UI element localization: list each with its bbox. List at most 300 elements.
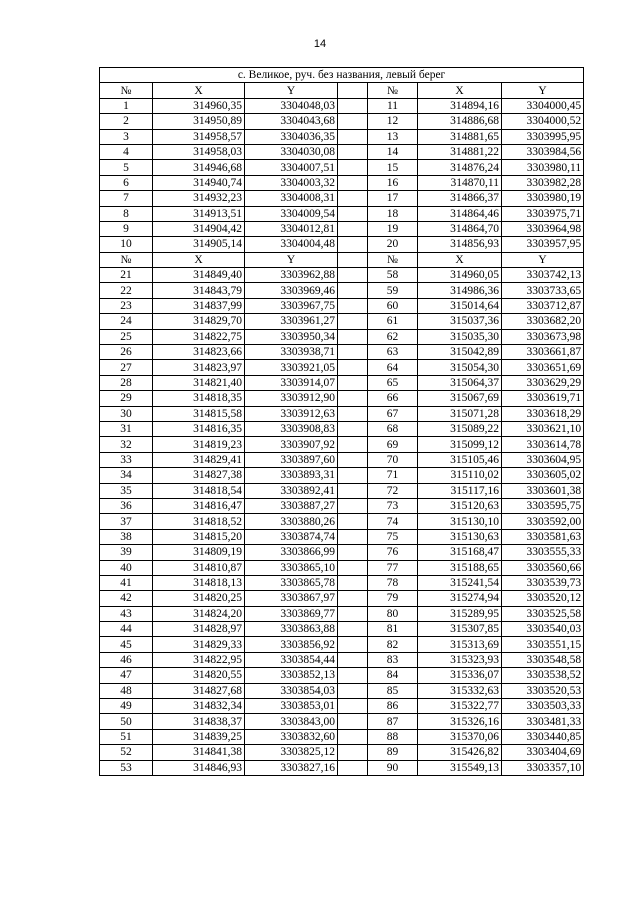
coord-y: 3303357,10 (502, 760, 584, 775)
table-row (100, 498, 584, 513)
coord-x: 315117,16 (418, 483, 502, 498)
column-gap (338, 560, 368, 575)
column-gap (338, 622, 368, 637)
point-number: 40 (100, 560, 153, 575)
column-gap (338, 175, 368, 190)
coord-x: 314822,75 (153, 329, 245, 344)
coord-y: 3303595,75 (502, 498, 584, 513)
column-header-number: № (368, 83, 418, 98)
table-row (100, 175, 584, 190)
table-row (100, 298, 584, 313)
table-row (100, 437, 584, 452)
coord-x: 315110,02 (418, 468, 502, 483)
coord-x: 315549,13 (418, 760, 502, 775)
coord-y: 3304009,54 (245, 206, 338, 221)
coord-y: 3303651,69 (502, 360, 584, 375)
coord-x: 314986,36 (418, 283, 502, 298)
coord-y: 3304007,51 (245, 160, 338, 175)
coord-x: 314821,40 (153, 375, 245, 390)
coord-y: 3304030,08 (245, 144, 338, 159)
table-row (100, 714, 584, 729)
point-number: 85 (368, 683, 418, 698)
column-gap (338, 237, 368, 252)
coord-y: 3303827,16 (245, 760, 338, 775)
coord-x: 315332,63 (418, 683, 502, 698)
column-gap (338, 144, 368, 159)
coord-y: 3303503,33 (502, 699, 584, 714)
column-gap (338, 545, 368, 560)
column-gap (338, 729, 368, 744)
coord-x: 314827,38 (153, 468, 245, 483)
coord-x: 314815,58 (153, 406, 245, 421)
table-row (100, 652, 584, 667)
column-header-x: X (418, 83, 502, 98)
coord-x: 314816,35 (153, 421, 245, 436)
table-row (100, 329, 584, 344)
table-row (100, 98, 584, 113)
column-gap (338, 160, 368, 175)
coord-x: 314940,74 (153, 175, 245, 190)
coord-x: 315168,47 (418, 545, 502, 560)
coord-y: 3303605,02 (502, 468, 584, 483)
coord-y: 3303957,95 (502, 237, 584, 252)
table-row (100, 360, 584, 375)
table-row (100, 221, 584, 236)
table-row (100, 268, 584, 283)
coord-y: 3303555,33 (502, 545, 584, 560)
coord-x: 314816,47 (153, 498, 245, 513)
coord-y: 3303614,78 (502, 437, 584, 452)
point-number: 31 (100, 421, 153, 436)
coord-x: 315289,95 (418, 606, 502, 621)
column-header-x: X (153, 252, 245, 267)
table-row (100, 699, 584, 714)
coord-x: 314846,93 (153, 760, 245, 775)
point-number: 78 (368, 575, 418, 590)
coord-x: 314841,38 (153, 745, 245, 760)
table-row (100, 345, 584, 360)
column-gap (338, 206, 368, 221)
coord-y: 3303540,03 (502, 622, 584, 637)
point-number: 62 (368, 329, 418, 344)
point-number: 88 (368, 729, 418, 744)
coord-y: 3303866,99 (245, 545, 338, 560)
point-number: 12 (368, 114, 418, 129)
point-number: 36 (100, 498, 153, 513)
point-number: 28 (100, 375, 153, 390)
coord-y: 3304036,35 (245, 129, 338, 144)
point-number: 4 (100, 144, 153, 159)
coord-x: 315322,77 (418, 699, 502, 714)
column-header-y: Y (502, 252, 584, 267)
coord-y: 3303893,31 (245, 468, 338, 483)
coord-x: 314958,03 (153, 144, 245, 159)
coord-x: 315120,63 (418, 498, 502, 513)
coord-y: 3303880,26 (245, 514, 338, 529)
column-gap (338, 314, 368, 329)
coord-y: 3303854,44 (245, 652, 338, 667)
table-row (100, 191, 584, 206)
point-number: 37 (100, 514, 153, 529)
table-row (100, 314, 584, 329)
coord-x: 314829,41 (153, 452, 245, 467)
coord-x: 314864,46 (418, 206, 502, 221)
coord-x: 314815,20 (153, 529, 245, 544)
point-number: 75 (368, 529, 418, 544)
point-number: 71 (368, 468, 418, 483)
point-number: 58 (368, 268, 418, 283)
table-row (100, 114, 584, 129)
coord-y: 3303538,52 (502, 668, 584, 683)
coord-y: 3303912,63 (245, 406, 338, 421)
table-row (100, 468, 584, 483)
coord-x: 314960,35 (153, 98, 245, 113)
point-number: 53 (100, 760, 153, 775)
column-gap (338, 252, 368, 267)
point-number: 49 (100, 699, 153, 714)
column-gap (338, 329, 368, 344)
point-number: 66 (368, 391, 418, 406)
table-row (100, 206, 584, 221)
coord-x: 314932,23 (153, 191, 245, 206)
coord-y: 3303733,65 (502, 283, 584, 298)
point-number: 44 (100, 622, 153, 637)
column-gap (338, 529, 368, 544)
point-number: 23 (100, 298, 153, 313)
table-row (100, 560, 584, 575)
column-gap (338, 268, 368, 283)
coord-x: 314818,13 (153, 575, 245, 590)
point-number: 72 (368, 483, 418, 498)
coord-y: 3303440,85 (502, 729, 584, 744)
point-number: 5 (100, 160, 153, 175)
table-row (100, 483, 584, 498)
coord-y: 3303619,71 (502, 391, 584, 406)
coord-x: 315099,12 (418, 437, 502, 452)
table-row (100, 745, 584, 760)
column-gap (338, 760, 368, 775)
coord-y: 3303975,71 (502, 206, 584, 221)
column-header-y: Y (245, 252, 338, 267)
coord-x: 314827,68 (153, 683, 245, 698)
column-gap (338, 699, 368, 714)
column-gap (338, 452, 368, 467)
coord-y: 3303832,60 (245, 729, 338, 744)
column-gap (338, 652, 368, 667)
coord-y: 3303742,13 (502, 268, 584, 283)
point-number: 32 (100, 437, 153, 452)
table-row (100, 545, 584, 560)
coord-y: 3304000,45 (502, 98, 584, 113)
point-number: 16 (368, 175, 418, 190)
coord-y: 3304048,03 (245, 98, 338, 113)
coord-x: 315426,82 (418, 745, 502, 760)
coord-x: 314818,54 (153, 483, 245, 498)
point-number: 84 (368, 668, 418, 683)
coord-y: 3303520,53 (502, 683, 584, 698)
table-row (100, 622, 584, 637)
coord-x: 314843,79 (153, 283, 245, 298)
coord-y: 3303661,87 (502, 345, 584, 360)
column-gap (338, 191, 368, 206)
point-number: 48 (100, 683, 153, 698)
table-header-row (100, 83, 584, 98)
coord-y: 3303912,90 (245, 391, 338, 406)
column-gap (338, 391, 368, 406)
table-row (100, 529, 584, 544)
column-gap (338, 575, 368, 590)
coord-x: 315035,30 (418, 329, 502, 344)
coord-y: 3304004,48 (245, 237, 338, 252)
coord-x: 314894,16 (418, 98, 502, 113)
point-number: 13 (368, 129, 418, 144)
table-row (100, 729, 584, 744)
coord-x: 314819,23 (153, 437, 245, 452)
coord-y: 3303592,00 (502, 514, 584, 529)
column-gap (338, 114, 368, 129)
point-number: 2 (100, 114, 153, 129)
point-number: 77 (368, 560, 418, 575)
coord-x: 315130,63 (418, 529, 502, 544)
coord-y: 3303581,63 (502, 529, 584, 544)
coord-x: 314866,37 (418, 191, 502, 206)
page-number: 14 (313, 38, 327, 50)
coord-y: 3303967,75 (245, 298, 338, 313)
point-number: 34 (100, 468, 153, 483)
coordinates-table-body (100, 68, 584, 776)
coord-x: 314823,66 (153, 345, 245, 360)
column-gap (338, 591, 368, 606)
point-number: 20 (368, 237, 418, 252)
point-number: 11 (368, 98, 418, 113)
coord-y: 3304003,32 (245, 175, 338, 190)
column-gap (338, 606, 368, 621)
coord-x: 314818,52 (153, 514, 245, 529)
coord-y: 3303520,12 (502, 591, 584, 606)
point-number: 86 (368, 699, 418, 714)
coord-y: 3303961,27 (245, 314, 338, 329)
table-row (100, 452, 584, 467)
point-number: 89 (368, 745, 418, 760)
point-number: 25 (100, 329, 153, 344)
point-number: 22 (100, 283, 153, 298)
coord-y: 3303980,19 (502, 191, 584, 206)
coord-y: 3303618,29 (502, 406, 584, 421)
column-gap (338, 221, 368, 236)
point-number: 43 (100, 606, 153, 621)
coord-x: 314837,99 (153, 298, 245, 313)
column-gap (338, 406, 368, 421)
coord-x: 315071,28 (418, 406, 502, 421)
coord-y: 3303551,15 (502, 637, 584, 652)
point-number: 76 (368, 545, 418, 560)
point-number: 30 (100, 406, 153, 421)
coord-x: 314864,70 (418, 221, 502, 236)
coord-x: 314946,68 (153, 160, 245, 175)
coord-x: 315130,10 (418, 514, 502, 529)
column-header-number: № (100, 83, 153, 98)
column-gap (338, 283, 368, 298)
coord-x: 315323,93 (418, 652, 502, 667)
coord-x: 315067,69 (418, 391, 502, 406)
coord-y: 3303908,83 (245, 421, 338, 436)
coord-x: 314870,11 (418, 175, 502, 190)
point-number: 17 (368, 191, 418, 206)
column-header-y: Y (245, 83, 338, 98)
point-number: 63 (368, 345, 418, 360)
coord-x: 315014,64 (418, 298, 502, 313)
coord-y: 3303921,05 (245, 360, 338, 375)
column-gap (338, 498, 368, 513)
coord-x: 315274,94 (418, 591, 502, 606)
column-gap (338, 514, 368, 529)
table-row (100, 421, 584, 436)
coord-x: 314881,22 (418, 144, 502, 159)
coord-x: 314904,42 (153, 221, 245, 236)
coord-y: 3303560,66 (502, 560, 584, 575)
point-number: 68 (368, 421, 418, 436)
table-row (100, 606, 584, 621)
coord-x: 315336,07 (418, 668, 502, 683)
coord-x: 315307,85 (418, 622, 502, 637)
point-number: 65 (368, 375, 418, 390)
coord-x: 314818,35 (153, 391, 245, 406)
point-number: 90 (368, 760, 418, 775)
coord-x: 314876,24 (418, 160, 502, 175)
coord-y: 3303404,69 (502, 745, 584, 760)
coord-x: 314838,37 (153, 714, 245, 729)
coord-y: 3303601,38 (502, 483, 584, 498)
coord-x: 315037,36 (418, 314, 502, 329)
coord-y: 3303938,71 (245, 345, 338, 360)
coord-y: 3303962,88 (245, 268, 338, 283)
column-gap (338, 483, 368, 498)
point-number: 10 (100, 237, 153, 252)
point-number: 15 (368, 160, 418, 175)
coord-x: 314822,95 (153, 652, 245, 667)
coord-x: 314810,87 (153, 560, 245, 575)
point-number: 61 (368, 314, 418, 329)
table-row (100, 668, 584, 683)
coord-x: 314960,05 (418, 268, 502, 283)
coord-y: 3303604,95 (502, 452, 584, 467)
table-title-row (100, 68, 584, 83)
column-gap (338, 468, 368, 483)
coord-x: 314913,51 (153, 206, 245, 221)
point-number: 21 (100, 268, 153, 283)
column-gap (338, 129, 368, 144)
coord-y: 3304008,31 (245, 191, 338, 206)
point-number: 50 (100, 714, 153, 729)
point-number: 79 (368, 591, 418, 606)
point-number: 7 (100, 191, 153, 206)
point-number: 64 (368, 360, 418, 375)
coord-y: 3303867,97 (245, 591, 338, 606)
coord-x: 314905,14 (153, 237, 245, 252)
point-number: 69 (368, 437, 418, 452)
coord-x: 314856,93 (418, 237, 502, 252)
coord-y: 3303984,56 (502, 144, 584, 159)
coord-y: 3303854,03 (245, 683, 338, 698)
coord-y: 3304012,81 (245, 221, 338, 236)
coord-x: 314820,25 (153, 591, 245, 606)
point-number: 52 (100, 745, 153, 760)
point-number: 29 (100, 391, 153, 406)
point-number: 39 (100, 545, 153, 560)
coord-x: 315241,54 (418, 575, 502, 590)
column-header-x: X (153, 83, 245, 98)
coord-y: 3303712,87 (502, 298, 584, 313)
table-row (100, 591, 584, 606)
coord-y: 3303621,10 (502, 421, 584, 436)
coord-y: 3303539,73 (502, 575, 584, 590)
coord-x: 315054,30 (418, 360, 502, 375)
column-gap (338, 668, 368, 683)
point-number: 19 (368, 221, 418, 236)
coord-x: 314823,97 (153, 360, 245, 375)
coord-y: 3303869,77 (245, 606, 338, 621)
coord-y: 3303914,07 (245, 375, 338, 390)
coord-x: 314829,33 (153, 637, 245, 652)
table-title: с. Великое, руч. без названия, левый берег (100, 68, 584, 83)
coord-x: 315370,06 (418, 729, 502, 744)
point-number: 24 (100, 314, 153, 329)
point-number: 26 (100, 345, 153, 360)
table-row (100, 283, 584, 298)
coord-y: 3303853,01 (245, 699, 338, 714)
point-number: 33 (100, 452, 153, 467)
column-header-number: № (368, 252, 418, 267)
column-gap (338, 745, 368, 760)
coord-y: 3303856,92 (245, 637, 338, 652)
table-row (100, 129, 584, 144)
coord-y: 3303865,10 (245, 560, 338, 575)
table-row (100, 144, 584, 159)
coord-y: 3303629,29 (502, 375, 584, 390)
point-number: 1 (100, 98, 153, 113)
coord-x: 314820,55 (153, 668, 245, 683)
point-number: 41 (100, 575, 153, 590)
table-row (100, 375, 584, 390)
coord-x: 315188,65 (418, 560, 502, 575)
point-number: 27 (100, 360, 153, 375)
coord-y: 3303682,20 (502, 314, 584, 329)
coord-x: 314849,40 (153, 268, 245, 283)
coord-x: 314839,25 (153, 729, 245, 744)
point-number: 3 (100, 129, 153, 144)
coord-x: 314832,34 (153, 699, 245, 714)
table-row (100, 391, 584, 406)
coord-y: 3303863,88 (245, 622, 338, 637)
table-row (100, 575, 584, 590)
coord-x: 315042,89 (418, 345, 502, 360)
point-number: 46 (100, 652, 153, 667)
coord-x: 314958,57 (153, 129, 245, 144)
coord-y: 3303887,27 (245, 498, 338, 513)
table-row (100, 237, 584, 252)
table-row (100, 683, 584, 698)
coord-x: 314881,65 (418, 129, 502, 144)
coord-y: 3303481,33 (502, 714, 584, 729)
coord-y: 3303852,13 (245, 668, 338, 683)
point-number: 18 (368, 206, 418, 221)
point-number: 81 (368, 622, 418, 637)
point-number: 73 (368, 498, 418, 513)
coord-y: 3303995,95 (502, 129, 584, 144)
point-number: 14 (368, 144, 418, 159)
coord-x: 315089,22 (418, 421, 502, 436)
table-row (100, 760, 584, 775)
